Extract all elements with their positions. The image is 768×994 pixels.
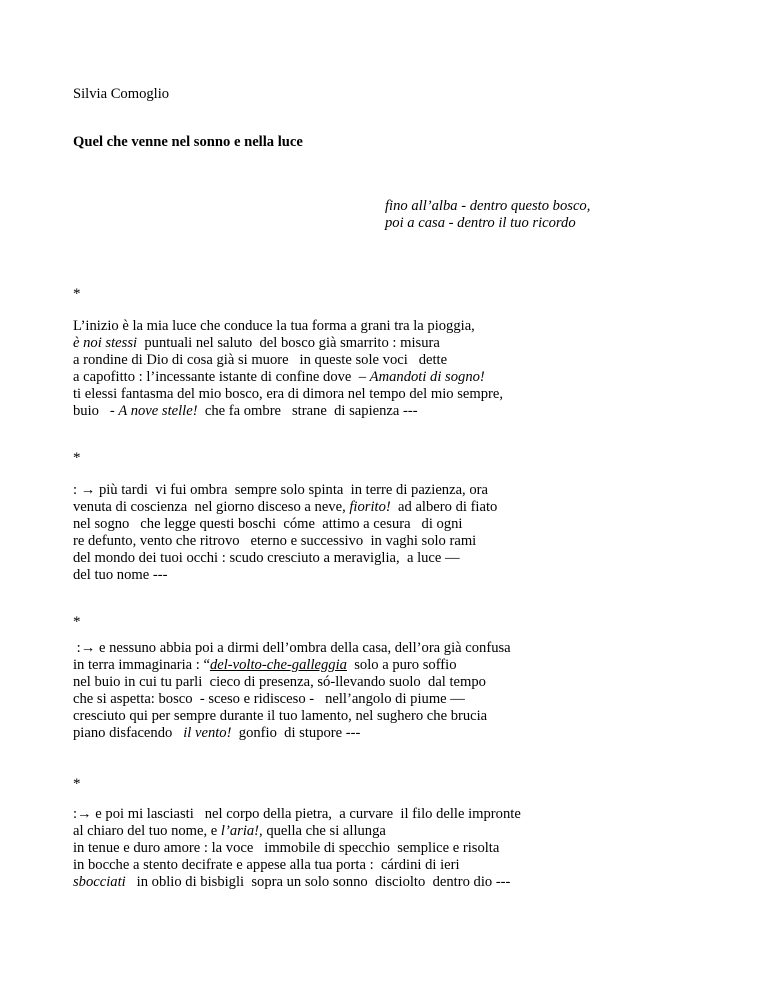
verse-line [73, 550, 497, 567]
verse-line [73, 352, 503, 369]
verse-line [73, 874, 521, 891]
verse-text: , quella che si allunga [259, 823, 386, 839]
verse-line [73, 482, 497, 499]
verse-text: che si aspetta: bosco - sceso e ridisceso - nell’angolo di piume ― [73, 691, 465, 707]
verse-text: ad albero di fiato [390, 499, 498, 515]
verse-text: in oblio di bisbigli sopra un solo sonno disciolto dentro dio --- [125, 874, 511, 890]
emphasis-text: l’aria! [220, 823, 260, 839]
verse-line [73, 823, 521, 840]
verse-text: ti elessi fantasma del mio bosco, era di dimora nel tempo del mio sempre, [73, 386, 503, 402]
verse-line [73, 840, 521, 857]
section-separator: * [73, 286, 81, 302]
verse-text: re defunto, vento che ritrovo eterno e successivo in vaghi solo rami [73, 533, 477, 549]
verse-text: nel sogno che legge questi boschi cóme attimo a cesura di ogni [73, 516, 463, 532]
verse-text: del mondo dei tuoi occhi : scudo cresciuto a meraviglia, a luce ― [73, 550, 460, 566]
verse-text: : → più tardi vi fui ombra sempre solo spinta in terre di pazienza, ora [73, 482, 488, 498]
section-separator: * [73, 450, 81, 466]
verse-line [73, 708, 511, 725]
verse-line [73, 318, 503, 335]
verse-text: in terra immaginaria : “ [73, 657, 210, 673]
epigraph-line: fino all’alba - dentro questo bosco, [385, 198, 591, 214]
author-name: Silvia Comoglio [73, 86, 170, 102]
verse-text: in bocche a stento decifrate e appese alla tua porta : cárdini di ieri [73, 857, 460, 873]
verse-text: a capofitto : l’incessante istante di confine dove – [73, 369, 370, 385]
section-separator: * [73, 776, 81, 792]
verse-line [73, 725, 511, 742]
emphasis-text: il vento! [183, 725, 232, 741]
verse-line [73, 806, 521, 823]
verse-text: venuta di coscienza nel giorno disceso a neve, [73, 499, 350, 515]
stanza [73, 806, 521, 891]
verse-line [73, 674, 511, 691]
emphasis-text: A nove stelle! [118, 403, 198, 419]
epigraph-line: poi a casa - dentro il tuo ricordo [385, 215, 576, 231]
verse-line [73, 403, 503, 420]
verse-text: piano disfacendo [73, 725, 184, 741]
verse-text: puntuali nel saluto del bosco già smarrito : misura [137, 335, 440, 351]
emphasis-text: del-volto-che-galleggia [209, 657, 347, 673]
verse-text: in tenue e duro amore : la voce immobile di specchio semplice e risolta [73, 840, 500, 856]
emphasis-text: fiorito! [349, 499, 391, 515]
epigraph [385, 198, 590, 232]
verse-line [73, 567, 497, 584]
verse-text: :→ e poi mi lasciasti nel corpo della pietra, a curvare il filo delle impronte [73, 806, 521, 822]
verse-text: nel buio in cui tu parli cieco di presenza, só-llevando suolo dal tempo [73, 674, 486, 690]
stanza [73, 640, 511, 742]
verse-line [73, 657, 511, 674]
verse-line [73, 857, 521, 874]
verse-text: a rondine di Dio di cosa già si muore in queste sole voci dette [73, 352, 448, 368]
verse-text: cresciuto qui per sempre durante il tuo lamento, nel sughero che brucia [73, 708, 488, 724]
poem-title: Quel che venne nel sonno e nella luce [73, 134, 303, 150]
verse-text: gonfio di stupore --- [231, 725, 361, 741]
verse-text: del tuo nome --- [73, 567, 168, 583]
stanza [73, 318, 503, 420]
emphasis-text: Amandoti di sogno! [369, 369, 485, 385]
emphasis-text: è noi stessi [73, 335, 138, 351]
verse-text: solo a puro soffio [346, 657, 457, 673]
verse-text: :→ e nessuno abbia poi a dirmi dell’ombra della casa, dell’ora già confusa [73, 640, 511, 656]
verse-text: L’inizio è la mia luce che conduce la tua forma a grani tra la pioggia, [73, 318, 475, 334]
verse-line [73, 335, 503, 352]
verse-line [73, 640, 511, 657]
verse-text: al chiaro del tuo nome, e [73, 823, 221, 839]
verse-line [73, 516, 497, 533]
verse-text: che fa ombre strane di sapienza --- [197, 403, 418, 419]
verse-line [73, 369, 503, 386]
verse-line [73, 499, 497, 516]
verse-line [73, 386, 503, 403]
verse-line [73, 691, 511, 708]
section-separator: * [73, 614, 81, 630]
verse-text: buio - [73, 403, 119, 419]
emphasis-text: sbocciati [73, 874, 126, 890]
verse-line [73, 533, 497, 550]
stanza [73, 482, 497, 584]
